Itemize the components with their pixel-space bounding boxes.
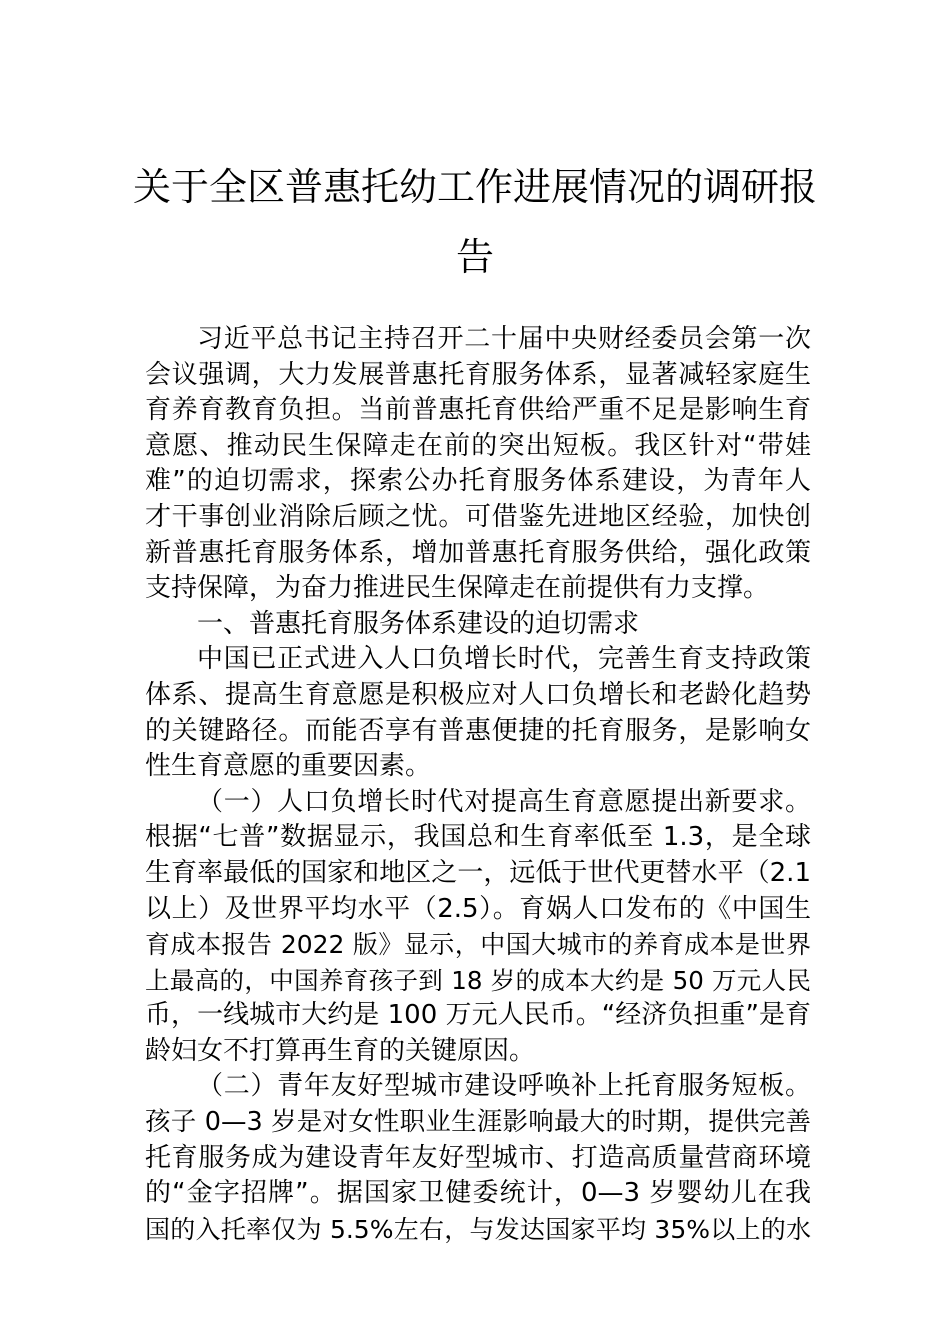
body-text-line: 意愿、推动民生保障走在前的突出短板。我区针对“带娃 [145,430,811,461]
body-text-line: 习近平总书记主持召开二十届中央财经委员会第一次 [197,324,811,354]
body-text-line: 国的入托率仅为 5.5%左右，与发达国家平均 35%以上的水 [145,1214,811,1244]
body-text-line: 生育率最低的国家和地区之一，远低于世代更替水平（2.1 [145,857,811,888]
body-text-line: 托育服务成为建设青年友好型城市、打造高质量营商环境 [145,1142,811,1173]
body-text-line: 以上）及世界平均水平（2.5）。育娲人口发布的《中国生 [145,893,811,924]
document-body [145,322,811,1247]
body-text-line: 育养育教育负担。当前普惠托育供给严重不足是影响生育 [145,395,811,426]
body-text-line: 一、普惠托育服务体系建设的迫切需求 [197,608,640,639]
body-text-line: 才干事创业消除后顾之忧。可借鉴先进地区经验，加快创 [145,501,811,532]
body-text-line: 育成本报告 2022 版》显示，中国大城市的养育成本是世界 [145,930,811,960]
body-text-line: 龄妇女不打算再生育的关键原因。 [145,1035,536,1066]
document-title-line-1: 关于全区普惠托幼工作进展情况的调研报 [132,165,817,209]
body-text-line: （二）青年友好型城市建设呼唤补上托育服务短板。 [197,1071,811,1102]
body-text-line: 性生育意愿的重要因素。 [145,751,432,782]
body-text-line: （一）人口负增长时代对提高生育意愿提出新要求。 [197,786,811,817]
body-text-line: 会议强调，大力发展普惠托育服务体系，显著减轻家庭生 [145,359,811,390]
body-text-line: 支持保障，为奋力推进民生保障走在前提供有力支撑。 [145,573,770,604]
body-text-line: 难”的迫切需求，探索公办托育服务体系建设，为青年人 [145,466,811,497]
body-text-line: 根据“七普”数据显示，我国总和生育率低至 1.3，是全球 [145,822,811,853]
body-text-line: 新普惠托育服务体系，增加普惠托育服务供给，强化政策 [145,537,811,568]
body-text-line: 孩子 0—3 岁是对女性职业生涯影响最大的时期，提供完善 [145,1107,811,1138]
document-title-line-2: 告 [455,235,494,279]
body-text-line: 的关键路径。而能否享有普惠便捷的托育服务，是影响女 [145,715,811,746]
body-text-line: 上最高的，中国养育孩子到 18 岁的成本大约是 50 万元人民 [145,965,811,995]
body-text-line: 币，一线城市大约是 100 万元人民币。“经济负担重”是育 [145,1000,811,1031]
body-text-line: 的“金字招牌”。据国家卫健委统计，0—3 岁婴幼儿在我 [145,1178,811,1209]
body-text-line: 中国已正式进入人口负增长时代，完善生育支持政策 [197,644,811,675]
body-text-line: 体系、提高生育意愿是积极应对人口负增长和老龄化趋势 [145,679,811,710]
